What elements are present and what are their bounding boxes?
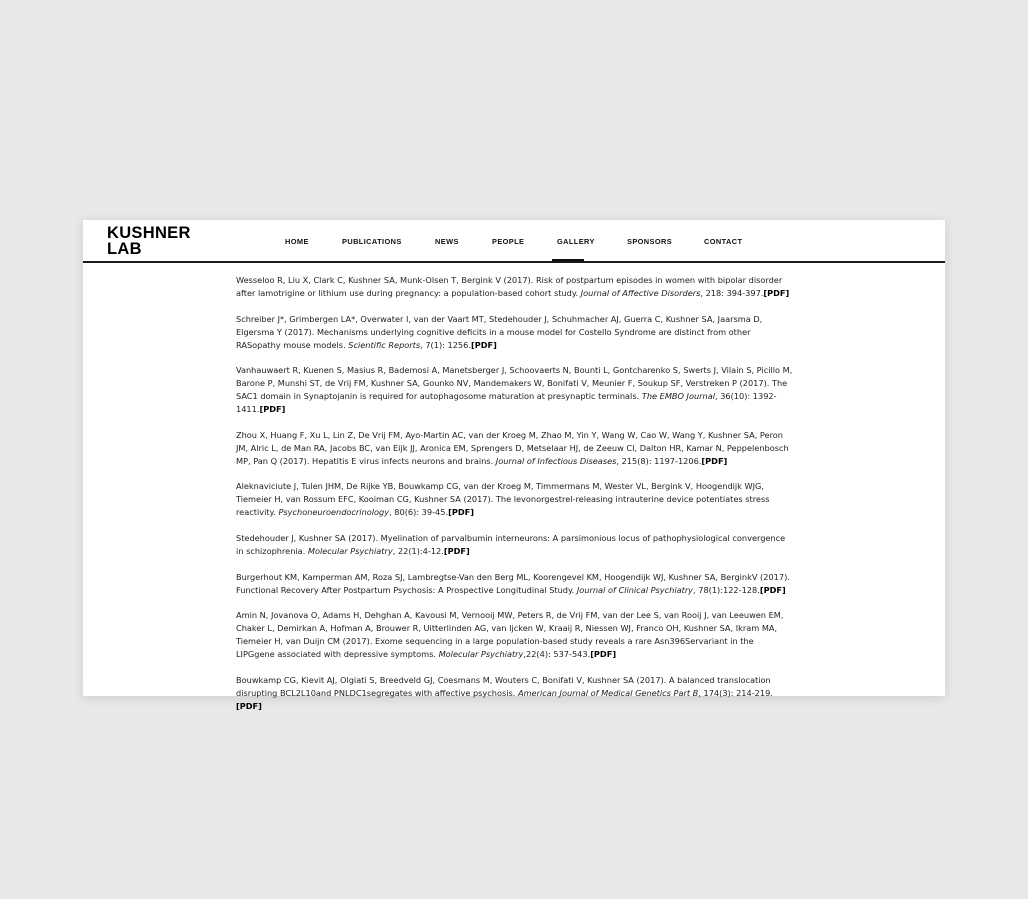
publication-citation: , 78(1):122-128. <box>693 584 760 595</box>
publication-text: Wesseloo R, Liu X, Clark C, Kushner SA, Munk-Olsen T, Bergink V (2017). Risk of postpartum episodes in women with bipolar disorder after lamotrigine or lithium use during pregnancy: a population-based cohort study. <box>236 275 783 298</box>
pdf-link[interactable]: [PDF] <box>448 507 474 518</box>
publication-text: Stedehouder J, Kushner SA (2017). Myelination of parvalbumin interneurons: A parsimonious locus of pathophysiological convergence in schizophrenia. <box>236 532 786 556</box>
nav-news[interactable]: NEWS <box>435 237 459 246</box>
pdf-link[interactable]: [PDF] <box>470 339 497 350</box>
publication-journal: The EMBO Journal <box>641 391 716 402</box>
publication-entry <box>236 364 794 416</box>
nav-active-indicator <box>552 259 584 262</box>
publication-entry <box>236 274 794 300</box>
publication-entry <box>236 674 794 713</box>
publications-list <box>236 274 794 725</box>
publication-citation: , 22(1):4-12. <box>392 545 444 556</box>
publication-text: Aleknaviciute J, Tulen JHM, De Rijke YB, Bouwkamp CG, van der Kroeg M, Timmermans M, Wester VL, Bergink V, Hoogendijk WJG, Tiemeier H, van Rossum EFC, Kooiman CG, Kushner SA (2017). The levonorgestrel-releasing intrauterine device potentiates stress reactivity. <box>236 481 770 518</box>
publication-text: Bouwkamp CG, Kievit AJ, Olgiati S, Breedveld GJ, Coesmans M, Wouters C, Bonifati V, Kushner SA (2017). A balanced translocation disrupting BCL2L10and PNLDC1segregates with affective psychosis. <box>236 674 771 698</box>
publication-journal: American Journal of Medical Genetics Part B <box>517 687 699 698</box>
pdf-link[interactable]: [PDF] <box>590 649 617 660</box>
nav-gallery[interactable]: GALLERY <box>557 237 595 246</box>
publication-text: Zhou X, Huang F, Xu L, Lin Z, De Vrij FM, Ayo-Martin AC, van der Kroeg M, Zhao M, Yin Y, Wang W, Cao W, Wang Y, Kushner SA, Peron JM, Alric L, de Man RA, Jacobs BC, van Eijk JJ, Aronica EM, Sprengers D, Metselaar HJ, de Zeeuw CI, Dalton HR, Kamar N, Peppelenbosch MP, Pan Q (2017). Hepatitis E virus infects neurons and brains. <box>236 429 789 466</box>
nav-sponsors[interactable]: SPONSORS <box>627 237 673 246</box>
browser-window <box>83 220 945 711</box>
publication-journal: Journal of Affective Disorders <box>580 288 701 298</box>
nav-people[interactable]: PEOPLE <box>492 237 525 246</box>
publication-text: Schreiber J*, Grimbergen LA*, Overwater I, van der Vaart MT, Stedehouder J, Schuhmacher AJ, Guerra C, Kushner SA, Jaarsma D, Elgersma Y (2017). Mechanisms underlying cognitive deficits in a mouse model for Costello Syndrome are distinct from other RASopathy mouse models. <box>236 313 763 350</box>
publication-entry <box>236 609 794 661</box>
logo-line-2: LAB <box>107 240 142 258</box>
pdf-link[interactable]: [PDF] <box>763 288 790 298</box>
publication-citation: , 80(6): 39-45. <box>389 507 449 518</box>
publication-entry <box>236 313 794 352</box>
publication-text: Amin N, Jovanova O, Adams H, Dehghan A, Kavousi M, Vernooij MW, Peters R, de Vrij FM, van der Lee S, van Rooij J, van Leeuwen EM, Chaker L, Demirkan A, Hofman A, Brouwer R, Uitterlinden AG, van Ijcken W, Kraaij R, Niessen WJ, Franco OH, Kushner SA, Ikram MA, Tiemeier H, van Duijn CM (2017). Exome sequencing in a large population-based study reveals a rare Asn396Servariant in the LIPGgene associated with depressive symptoms. <box>236 610 784 660</box>
pdf-link[interactable]: [PDF] <box>259 404 286 415</box>
pdf-link[interactable]: [PDF] <box>701 455 728 466</box>
publication-journal: Journal of Infectious Diseases <box>495 455 617 466</box>
logo-line-1: KUSHNER <box>107 224 191 242</box>
pdf-link[interactable]: [PDF] <box>759 584 786 595</box>
site-header <box>83 220 945 263</box>
nav-contact[interactable]: CONTACT <box>704 237 743 246</box>
pdf-link[interactable]: [PDF] <box>236 700 262 711</box>
publication-citation: , 174(3): 214-219. <box>698 687 773 698</box>
pdf-link[interactable]: [PDF] <box>443 545 470 556</box>
publication-entry <box>236 480 794 519</box>
publication-journal: Molecular Psychiatry <box>438 649 524 660</box>
publication-citation: , 218: 394-397. <box>700 288 764 298</box>
publication-journal: Molecular Psychiatry <box>307 545 393 556</box>
publication-entry <box>236 532 794 558</box>
main-nav <box>83 220 945 261</box>
publication-text: Vanhauwaert R, Kuenen S, Masius R, Bademosi A, Manetsberger J, Schoovaerts N, Bounti L, Gontcharenko S, Swerts J, Vilain S, Picillo M, Barone P, Munshi ST, de Vrij FM, Kushner SA, Gounko NV, Mandemakers W, Bonifati V, Meunier F, Soukup SF, Verstreken P (2017). The SAC1 domain in Synaptojanin is required for autophagosome maturation at presynaptic terminals. <box>236 365 793 402</box>
nav-publications[interactable]: PUBLICATIONS <box>342 237 402 246</box>
nav-home[interactable]: HOME <box>285 237 309 246</box>
publication-citation: ,22(4): 537-543. <box>523 649 591 660</box>
publication-entry <box>236 571 794 597</box>
publication-citation: , 215(8): 1197-1206. <box>616 455 702 466</box>
publication-journal: Scientific Reports <box>348 339 421 350</box>
publication-citation: , 36(10): 1392-1411. <box>236 391 777 415</box>
publication-text: Burgerhout KM, Kamperman AM, Roza SJ, Lambregtse-Van den Berg ML, Koorengevel KM, Hoogendijk WJ, Kushner SA, BerginkV (2017). Functional Recovery After Postpartum Psychosis: A Prospective Longitudinal Study. <box>236 571 790 595</box>
publication-journal: Psychoneuroendocrinology <box>278 507 390 518</box>
publication-citation: , 7(1): 1256. <box>420 339 471 350</box>
publication-entry <box>236 429 794 468</box>
publication-journal: Journal of Clinical Psychiatry <box>576 584 694 595</box>
